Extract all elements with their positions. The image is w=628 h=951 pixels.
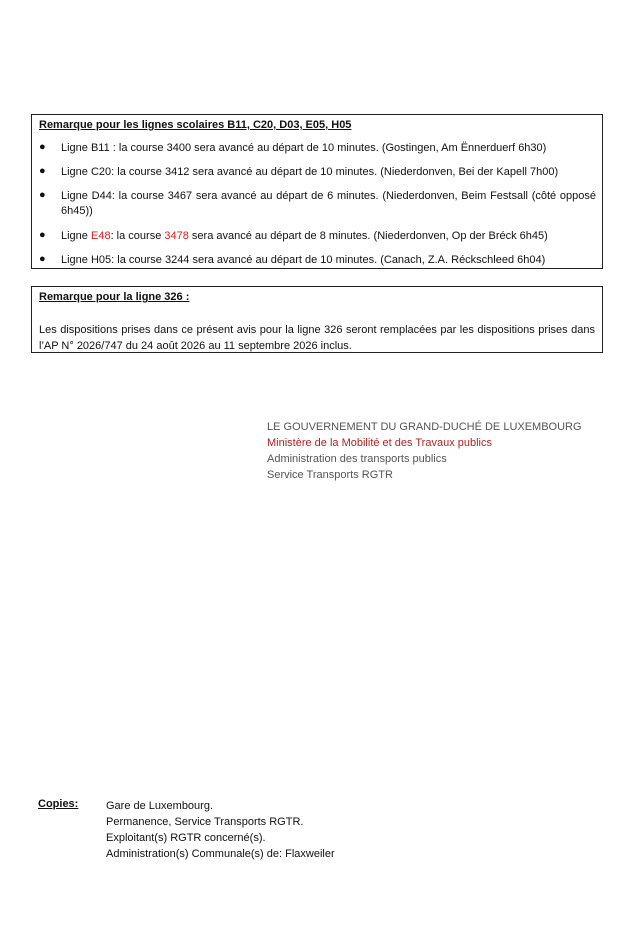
copies-item: Gare de Luxembourg. — [106, 800, 214, 812]
service-name: Service Transports RGTR — [267, 469, 393, 481]
bullet-icon: ● — [39, 141, 46, 153]
copies-list — [106, 798, 335, 862]
ministry-name: Ministère de la Mobilité et des Travaux publics — [267, 437, 492, 449]
school-lines-remark-box — [31, 114, 603, 269]
list-item-text: Ligne H05: la course 3244 sera avancé au départ de 10 minutes. (Canach, Z.A. Réckschleed 6h04) — [61, 254, 546, 266]
line-326-remark-box — [31, 286, 603, 353]
administration-name: Administration des transports publics — [267, 453, 447, 465]
copies-item: Administration(s) Communale(s) de: Flaxweiler — [106, 848, 335, 860]
copies-item: Exploitant(s) RGTR concerné(s). — [106, 832, 266, 844]
list-item-suffix: sera avancé au départ de 8 minutes. (Niederdonven, Op der Bréck 6h45) — [188, 230, 548, 242]
copies-label: Copies: — [38, 798, 79, 810]
line-326-remark-title: Remarque pour la ligne 326 : — [39, 291, 190, 303]
government-name: LE GOUVERNEMENT DU GRAND-DUCHÉ DE LUXEMBOURG — [267, 421, 582, 433]
highlighted-line-number: E48 — [90, 230, 111, 242]
list-item-mid: : la course — [110, 230, 165, 242]
line-326-remark-text: Les dispositions prises dans ce présent avis pour la ligne 326 seront remplacées par les dispositions prises dans l’AP N° 2026/747 du 24 août 2026 au 11 septembre 2026 inclus. — [39, 324, 595, 352]
government-signature-block — [267, 419, 582, 483]
school-remark-title: Remarque pour les lignes scolaires B11, C20, D03, E05, H05 — [39, 119, 352, 131]
bullet-icon: ● — [39, 229, 46, 241]
list-item-text: Ligne B11 : la course 3400 sera avancé au départ de 10 minutes. (Gostingen, Am Ënnerduerf 6h30) — [61, 142, 547, 154]
bullet-icon: ● — [39, 189, 46, 201]
list-item-prefix: Ligne — [61, 230, 91, 242]
list-item-text — [61, 229, 596, 244]
list-item-text: Ligne D44: la course 3467 sera avancé au départ de 6 minutes. (Niederdonven, Beim Festsall (côté opposé 6h45)) — [61, 190, 596, 217]
copies-item: Permanence, Service Transports RGTR. — [106, 816, 304, 828]
bullet-icon: ● — [39, 253, 46, 265]
list-item-text: Ligne C20: la course 3412 sera avancé au départ de 10 minutes. (Niederdonven, Bei der Kapell 7h00) — [61, 166, 559, 178]
bullet-icon: ● — [39, 165, 46, 177]
highlighted-course-number: 3478 — [164, 230, 189, 242]
